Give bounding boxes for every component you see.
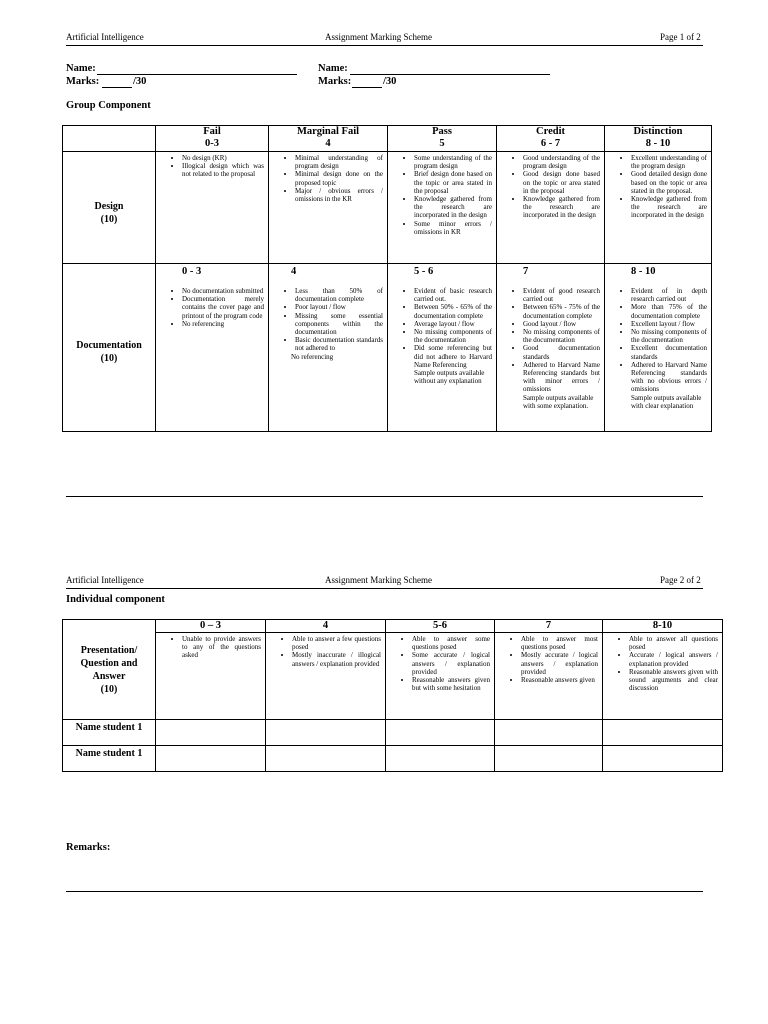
student1-score-4[interactable] — [266, 720, 386, 746]
corner-cell — [63, 126, 156, 152]
student1-score-7[interactable] — [495, 720, 603, 746]
marks-label-2: Marks: — [318, 76, 352, 87]
grade-header-row — [63, 126, 712, 152]
design-cell-fail: • No design (KR) • Illogical design which was not related to the proposal — [156, 152, 269, 264]
individual-range-5-6: 5-6 — [386, 620, 495, 633]
presentation-cell-0-3: • Unable to provide answers to any of the questions asked — [156, 633, 266, 720]
student1-score-5-6[interactable] — [386, 720, 495, 746]
individual-range-0-3: 0 – 3 — [156, 620, 266, 633]
design-cell-distinction: • Excellent understanding of the program design • Good detailed design done based on the topic or area stated in the proposal. • Knowledge gathered from the research are incorporated in the design — [605, 152, 712, 264]
student2-score-8-10[interactable] — [603, 746, 723, 772]
design-row-label: Design (10) — [63, 152, 156, 264]
header-divider-2 — [66, 588, 703, 589]
presentation-cell-8-10: • Able to answer all questions posed • Accurate / logical answers / explanation provided • Reasonable answers given with sound arguments and clear discussion — [603, 633, 723, 720]
student1-score-0-3[interactable] — [156, 720, 266, 746]
doc-range-fail: 0 - 3 — [182, 266, 202, 277]
doc-cell-fail: 0 - 3 • No documentation submitted • Documentation merely contains the cover page and printout of the program code • No referencing — [156, 264, 269, 432]
name-field-2[interactable] — [350, 62, 550, 75]
documentation-row-label: Documentation (10) — [63, 264, 156, 432]
individual-range-8-10: 8-10 — [603, 620, 723, 633]
page1-header-left: Artificial Intelligence — [66, 32, 144, 42]
student2-score-4[interactable] — [266, 746, 386, 772]
doc-range-pass: 5 - 6 — [414, 266, 434, 277]
page1-header-center: Assignment Marking Scheme — [325, 32, 432, 42]
student2-score-7[interactable] — [495, 746, 603, 772]
marks-field-2[interactable] — [352, 75, 382, 88]
col-header-pass: Pass 5 — [388, 126, 497, 152]
marks-label-1: Marks: — [66, 76, 100, 87]
individual-range-row — [63, 620, 723, 633]
documentation-row — [63, 264, 712, 432]
marks-suffix-1: /30 — [133, 76, 147, 87]
header-divider — [66, 45, 703, 46]
col-header-distinction: Distinction 8 - 10 — [605, 126, 712, 152]
individual-range-4: 4 — [266, 620, 386, 633]
col-header-credit: Credit 6 - 7 — [497, 126, 605, 152]
individual-rubric-table — [62, 619, 723, 772]
student1-score-8-10[interactable] — [603, 720, 723, 746]
name-field-1[interactable] — [97, 62, 297, 75]
individual-range-7: 7 — [495, 620, 603, 633]
page1-bottom-rule — [66, 496, 703, 497]
presentation-row — [63, 633, 723, 720]
design-cell-marginal: • Minimal understanding of program design • Minimal design done on the proposed topic • Major / obvious errors / omissions in the KR — [269, 152, 388, 264]
student2-score-0-3[interactable] — [156, 746, 266, 772]
doc-cell-marginal: 4 • Less than 50% of documentation complete • Poor layout / flow • Missing some essential components within the documentation • Basic documentation standards not adhered to No referencing — [269, 264, 388, 432]
doc-cell-pass: 5 - 6 • Evident of basic research carried out. • Between 50% - 65% of the documentation complete • Average layout / flow • No missing components of the documentation • Did some referencing but did not adhere to Harvard Name Referencing Sample outputs available without any explanation — [388, 264, 497, 432]
name-label-1: Name: — [66, 63, 96, 74]
presentation-cell-4: • Able to answer a few questions posed • Mostly inaccurate / illogical answers / explanation provided — [266, 633, 386, 720]
group-component-title: Group Component — [66, 100, 151, 111]
page1-header-right: Page 1 of 2 — [660, 32, 701, 42]
page2-header-right: Page 2 of 2 — [660, 575, 701, 585]
presentation-cell-5-6: • Able to answer some questions posed • Some accurate / logical answers / explanation provided • Reasonable answers given but with some hesitation — [386, 633, 495, 720]
marks-field-1[interactable] — [102, 75, 132, 88]
student-row-label-1: Name student 1 — [63, 720, 156, 746]
col-header-marginal-fail: Marginal Fail 4 — [269, 126, 388, 152]
design-cell-credit: • Good understanding of the program design • Good design done based on the topic or area stated in the proposal • Knowledge gathered from the research are incorporated in the design — [497, 152, 605, 264]
design-cell-pass: • Some understanding of the program design • Brief design done based on the topic or area stated in the proposal • Knowledge gathered from the research are incorporated in the design • Some minor errors / omissions in KR — [388, 152, 497, 264]
doc-range-credit: 7 — [523, 266, 529, 277]
group-rubric-table — [62, 125, 712, 432]
student-row-label-2: Name student 1 — [63, 746, 156, 772]
doc-cell-credit: 7 • Evident of good research carried out • Between 65% - 75% of the documentation complete • Good layout / flow • No missing components of the documentation • Good documentation standards • Adhered to Harvard Name Referencing standards but with minor errors / omissions Sample outputs available with some explanation. — [497, 264, 605, 432]
design-row — [63, 152, 712, 264]
name-label-2: Name: — [318, 63, 348, 74]
doc-range-distinction: 8 - 10 — [631, 266, 656, 277]
remarks-label: Remarks: — [66, 842, 111, 853]
remarks-line[interactable] — [66, 891, 703, 892]
presentation-row-label: Presentation/ Question and Answer (10) — [63, 620, 156, 720]
page2-header-center: Assignment Marking Scheme — [325, 575, 432, 585]
student2-score-5-6[interactable] — [386, 746, 495, 772]
individual-component-title: Individual component — [66, 594, 165, 605]
col-header-fail: Fail 0-3 — [156, 126, 269, 152]
student-row-1 — [63, 720, 723, 746]
doc-range-marginal: 4 — [291, 266, 297, 277]
marks-suffix-2: /30 — [383, 76, 397, 87]
page2-header-left: Artificial Intelligence — [66, 575, 144, 585]
doc-cell-distinction: 8 - 10 • Evident of in depth research carried out • More than 75% of the documentation complete • Excellent layout / flow • No missing components of the documentation • Excellent documentation standards • Adhered to Harvard Name Referencing standards with no obvious errors / omissions Sample outputs available with clear explanation — [605, 264, 712, 432]
presentation-cell-7: • Able to answer most questions posed • Mostly accurate / logical answers / explanation provided • Reasonable answers given — [495, 633, 603, 720]
student-row-2 — [63, 746, 723, 772]
